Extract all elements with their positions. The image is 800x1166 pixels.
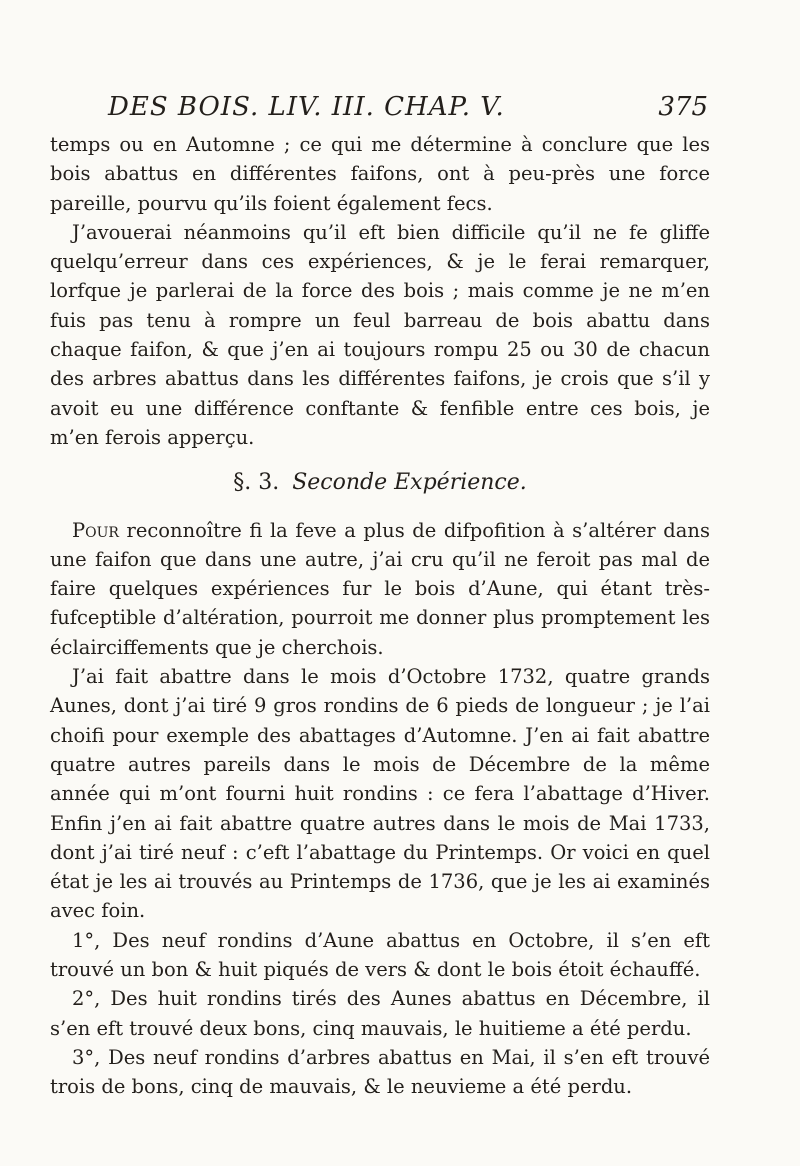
section-number: §. 3.: [233, 470, 280, 496]
section-heading: [50, 468, 710, 497]
list-item: 2°, Des huit rondins tirés des Aunes abattus en Décembre, il s’en eft trouvé deux bons, cinq mauvais, le huitieme a été perdu.: [50, 987, 710, 1040]
paragraph-lead-word: Pour: [72, 518, 119, 542]
running-head-title: DES BOIS. LIV. III. CHAP. V.: [108, 92, 505, 122]
paragraph: J’ai fait abattre dans le mois d’Octobre 1732, quatre grands Aunes, dont j’ai tiré 9 gros rondins de 6 pieds de longueur ; je l’ai choifi pour exemple des abattages d’Automne. J’en ai fait abattre quatre autres pareils dans le mois de Décembre de la même année qui m’ont fourni huit rondins : ce fera l’abattage d’Hiver. Enfin j’en ai fait abattre quatre autres dans le mois de Mai 1733, dont j’ai tiré neuf : c’eft l’abattage du Printemps. Or voici en quel état je les ai trouvés au Printemps de 1736, que je les ai examinés avec foin.: [50, 665, 710, 923]
section-title: Seconde Expérience.: [292, 470, 527, 496]
paragraph: [50, 516, 710, 662]
list-item: 1°, Des neuf rondins d’Aune abattus en Octobre, il s’en eft trouvé un bon & huit piqués de vers & dont le bois étoit échauffé.: [50, 928, 710, 982]
paragraph-continuation: temps ou en Automne ; ce qui me détermine à conclure que les bois abattus en différentes faifons, ont à peu-près une force pareille, pourvu qu’ils foient également fecs.: [50, 133, 710, 215]
paragraph: J’avouerai néanmoins qu’il eft bien difficile qu’il ne fe gliffe quelqu’erreur dans ces expériences, & je le ferai remarquer, lorfque je parlerai de la force des bois ; mais comme je ne m’en fuis pas tenu à rompre un feul barreau de bois abattu dans chaque faifon, & que j’en ai toujours rompu 25 ou 30 de chacun des arbres abattus dans les différentes faifons, je crois que s’il y avoit eu une différence conftante & fenfible entre ces bois, je m’en ferois apperçu.: [50, 220, 710, 449]
list-item: 3°, Des neuf rondins d’arbres abattus en Mai, il s’en eft trouvé trois de bons, cinq de mauvais, & le neuvieme a été perdu.: [50, 1045, 710, 1099]
page-number: 375: [658, 92, 708, 122]
body-text: [50, 130, 710, 1102]
running-head: [108, 92, 708, 132]
paragraph-text: reconnoître fi la feve a plus de difpofition à s’altérer dans une faifon que dans une autre, j’ai cru qu’il ne feroit pas mal de faire quelques expériences fur le bois d’Aune, qui étant très-fufceptible d’altération, pourroit me donner plus promptement les éclairciffements que je cherchois.: [50, 518, 710, 659]
